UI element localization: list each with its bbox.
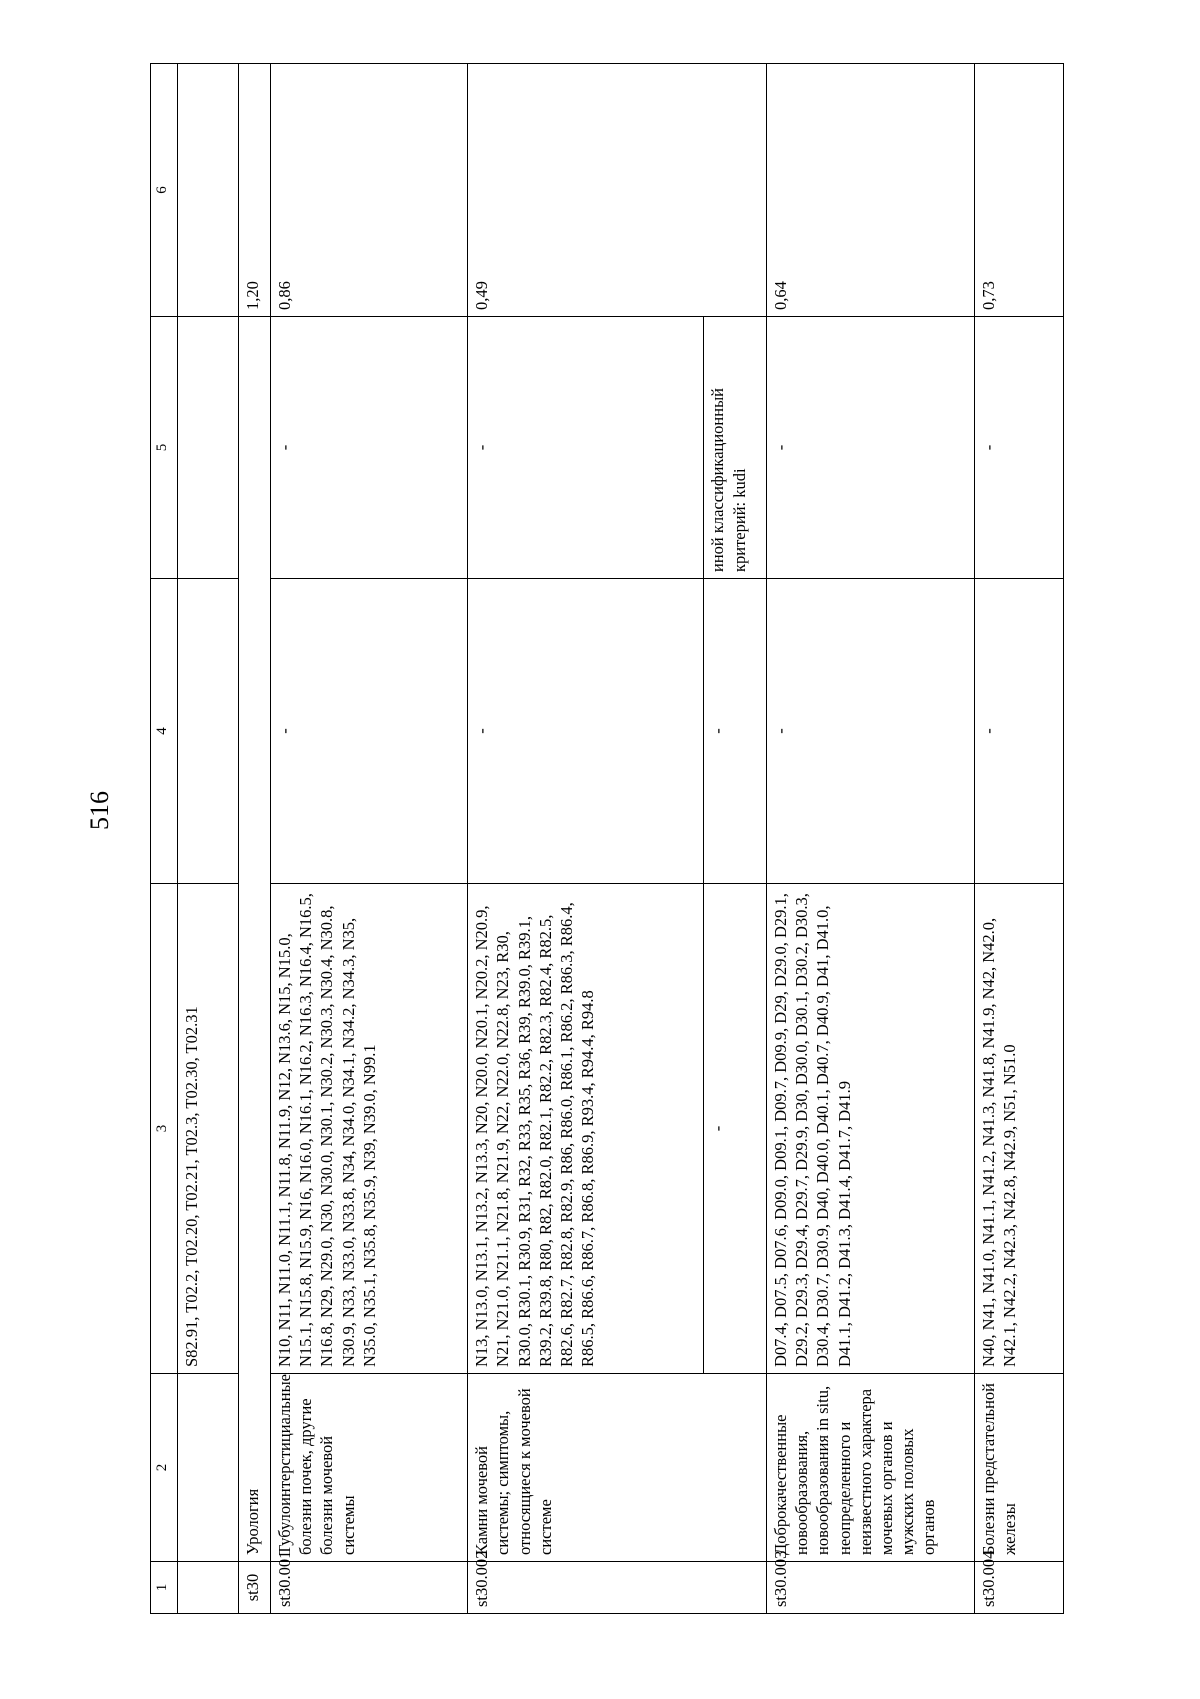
row-services: - [704, 579, 767, 884]
row-code: st30.004 [975, 1562, 1064, 1614]
row-coefficient: 0,73 [975, 64, 1064, 317]
row-other: - [975, 317, 1064, 579]
continuation-code-cell [178, 1562, 239, 1614]
section-name: Урология [238, 317, 270, 1562]
row-name: Тубулоинтерстициальные болезни почек, другие болезни мочевой системы [271, 1374, 468, 1562]
column-number-row [151, 64, 178, 1614]
continuation-other-cell [178, 317, 239, 579]
row-services: - [767, 579, 975, 884]
column-number-2: 2 [151, 1374, 178, 1562]
row-services: - [975, 579, 1064, 884]
row-name: Болезни предстательной железы [975, 1374, 1064, 1562]
table-row [767, 64, 975, 1614]
row-coefficient: 0,64 [767, 64, 975, 317]
row-code: st30.001 [271, 1562, 468, 1614]
continuation-coefficient-cell [178, 64, 239, 317]
row-coefficient: 0,86 [271, 64, 468, 317]
row-diagnoses: - [704, 884, 767, 1374]
column-number-4: 4 [151, 579, 178, 884]
section-coefficient: 1,20 [238, 64, 270, 317]
table-row [468, 64, 704, 1614]
column-number-3: 3 [151, 884, 178, 1374]
row-diagnoses: N10, N11, N11.0, N11.1, N11.8, N11.9, N12, N13.6, N15, N15.0, N15.1, N15.8, N15.9, N16, N16.0, N16.1, N16.2, N16.3, N16.4, N16.5, N16.8, N29, N29.0, N30, N30.0, N30.1, N30.2, N30.3, N30.4, N30.8, N30.9, N33, N33.0, N33.8, N34, N34.0, N34.1, N34.2, N34.3, N35, N35.0, N35.1, N35.8, N35.9, N39, N39.0, N99.1 [271, 884, 468, 1374]
continuation-diagnoses-cell: S82.91, T02.2, T02.20, T02.21, T02.3, T02.30, T02.31 [178, 884, 239, 1374]
row-name: Доброкачественные новообразования, новообразования in situ, неопределенного и неизвестного характера мочевых органов и мужских половых органов [767, 1374, 975, 1562]
tariff-table [150, 63, 1064, 1614]
row-code: st30.003 [767, 1562, 975, 1614]
column-number-1: 1 [151, 1562, 178, 1614]
continuation-name-cell [178, 1374, 239, 1562]
row-other: иной классификационный критерий: kudi [704, 317, 767, 579]
continuation-services-cell [178, 579, 239, 884]
column-number-5: 5 [151, 317, 178, 579]
row-coefficient: 0,49 [468, 64, 767, 317]
row-other: - [271, 317, 468, 579]
table-row [975, 64, 1064, 1614]
row-diagnoses: N13, N13.0, N13.1, N13.2, N13.3, N20, N20.0, N20.1, N20.2, N20.9, N21, N21.0, N21.1, N21.8, N21.9, N22, N22.0, N22.8, N23, R30, R30.0, R30.1, R30.9, R31, R32, R33, R35, R36, R39, R39.0, R39.1, R39.2, R39.8, R80, R82, R82.0, R82.1, R82.2, R82.3, R82.4, R82.5, R82.6, R82.7, R82.8, R82.9, R86, R86.0, R86.1, R86.2, R86.3, R86.4, R86.5, R86.6, R86.7, R86.8, R86.9, R93.4, R94.4, R94.8 [468, 884, 704, 1374]
section-row [238, 64, 270, 1614]
page-number: 516 [85, 791, 114, 830]
row-name: Камни мочевой системы; симптомы, относящиеся к мочевой системе [468, 1374, 767, 1562]
row-other: - [767, 317, 975, 579]
row-services: - [468, 579, 704, 884]
column-number-6: 6 [151, 64, 178, 317]
row-diagnoses: N40, N41, N41.0, N41.1, N41.2, N41.3, N41.8, N41.9, N42, N42.0, N42.1, N42.2, N42.3, N42.8, N42.9, N51, N51.0 [975, 884, 1064, 1374]
row-code: st30.002 [468, 1562, 767, 1614]
table-row [271, 64, 468, 1614]
rotated-table-container [150, 64, 1064, 1614]
continuation-row [178, 64, 239, 1614]
row-services: - [271, 579, 468, 884]
row-diagnoses: D07.4, D07.5, D07.6, D09.0, D09.1, D09.7, D09.9, D29, D29.0, D29.1, D29.2, D29.3, D29.4, D29.7, D29.9, D30, D30.0, D30.1, D30.2, D30.3, D30.4, D30.7, D30.9, D40, D40.0, D40.1, D40.7, D40.9, D41, D41.0, D41.1, D41.2, D41.3, D41.4, D41.7, D41.9 [767, 884, 975, 1374]
row-other: - [468, 317, 704, 579]
section-code: st30 [238, 1562, 270, 1614]
